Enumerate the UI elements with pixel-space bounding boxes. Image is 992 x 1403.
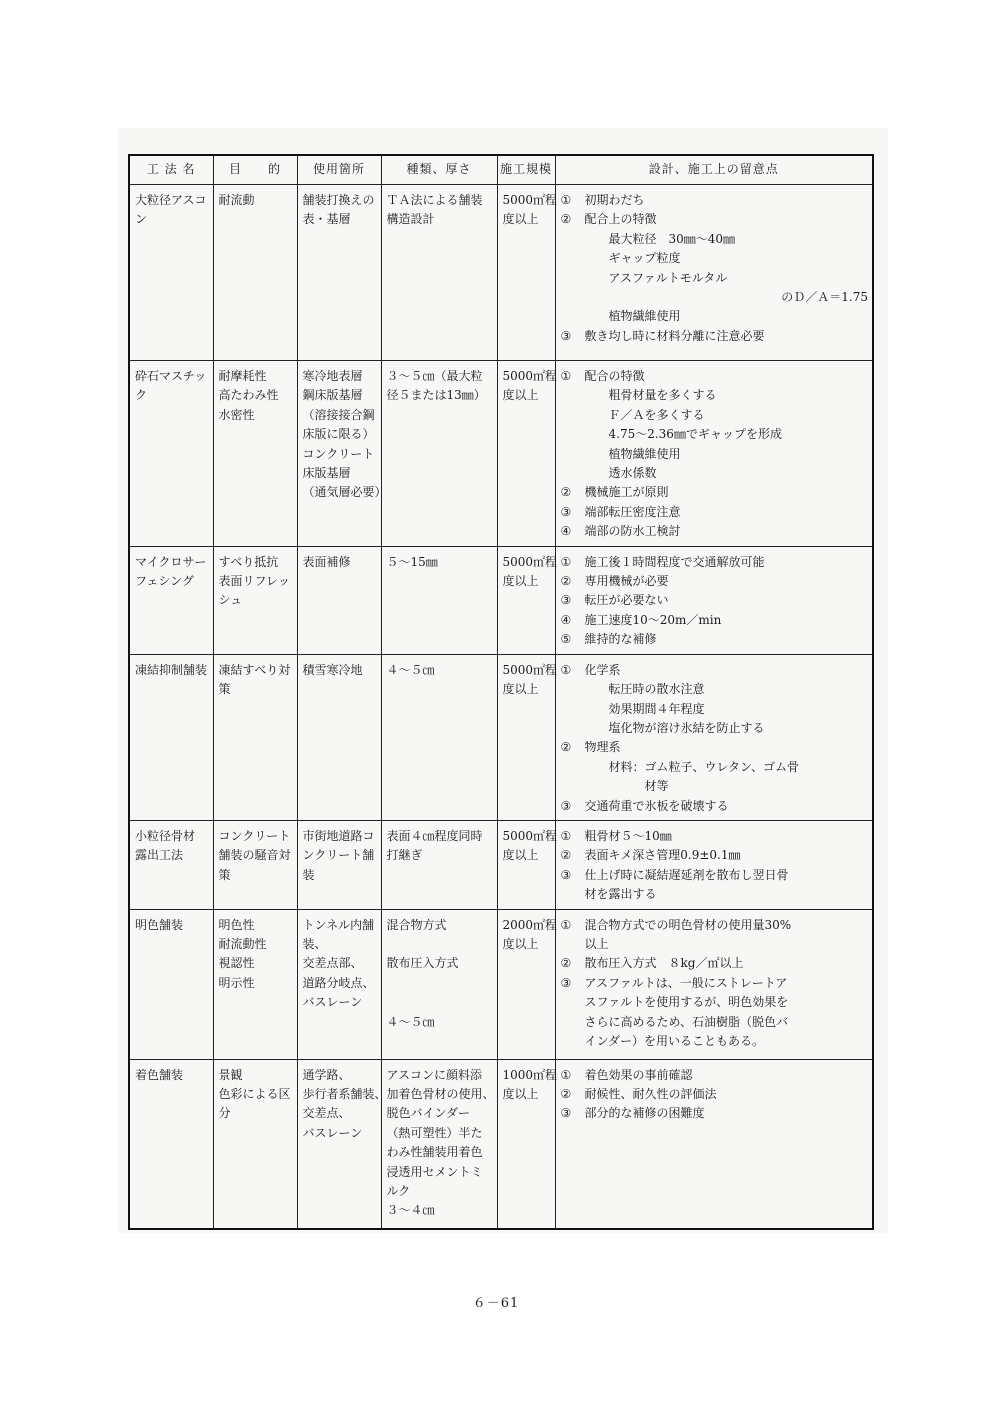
note-line: 着色効果の事前確認: [584, 1067, 693, 1082]
type-thickness-text: ３～４㎝: [386, 1203, 435, 1218]
header-purpose: 目 的: [213, 155, 297, 185]
note-number: ①: [560, 917, 572, 932]
notes-cell: [555, 820, 873, 909]
method-name-text: 凍結抑制舗装: [135, 662, 208, 677]
type-thickness-text: 径５または13㎜）: [386, 388, 486, 403]
note-number: ④: [560, 612, 572, 627]
type-thickness-text: 構造設計: [386, 212, 435, 227]
note-text: [585, 591, 869, 610]
note-line: 物理系: [584, 740, 621, 755]
scale-text: 度以上: [502, 936, 539, 951]
note-line: アスファルトは、一般にストレートア: [584, 975, 788, 990]
note-line: 表面キメ深さ管理0.9±0.1㎜: [584, 848, 741, 863]
note-item: [561, 738, 869, 757]
location-text: 交差点部、: [302, 956, 363, 971]
note-text: [585, 974, 869, 1052]
type-thickness-text: （熱可塑性）半た: [386, 1125, 483, 1140]
type-thickness-text: ルク: [386, 1184, 411, 1198]
note-item: [561, 661, 869, 680]
table-row: [129, 361, 873, 547]
note-number: ②: [560, 485, 572, 500]
type-thickness-cell: [381, 909, 497, 1059]
note-item: [561, 522, 869, 541]
type-thickness-text: 表面４㎝程度同時: [386, 828, 483, 843]
note-text: [585, 1104, 869, 1123]
location-text: 寒冷地表層: [302, 369, 363, 383]
scale-text: 度以上: [502, 212, 539, 227]
location-text: ンクリート舗: [302, 848, 375, 863]
note-line: 敷き均し時に材料分離に注意必要: [584, 328, 765, 343]
scale-text: 1000㎡程: [502, 1067, 558, 1082]
location-text: 積雪寒冷地: [302, 662, 363, 677]
note-line: 散布圧入方式 ８kg／㎡以上: [584, 956, 744, 971]
notes-cell: [555, 909, 873, 1059]
note-item: [561, 797, 869, 816]
method-name-text: 露出工法: [135, 848, 184, 863]
note-subline: 粗骨材量を多くする: [608, 388, 717, 403]
purpose-text: 色彩による区: [218, 1086, 291, 1101]
note-text: [585, 210, 869, 229]
note-text: [585, 846, 869, 865]
location-cell: [297, 909, 381, 1059]
location-text: 鋼床版基層: [302, 388, 363, 403]
note-line: 配合の特徴: [584, 369, 645, 383]
purpose-text: 表面リフレッ: [218, 574, 290, 589]
note-text: [585, 191, 869, 210]
note-line: 混合物方式での明色骨材の使用量30%: [584, 917, 792, 932]
type-thickness-text: ３～５㎝（最大粒: [386, 369, 483, 383]
notes-cell: [555, 546, 873, 654]
note-text: [585, 630, 869, 649]
note-subline: 4.75～2.36㎜でギャップを形成: [608, 427, 782, 442]
purpose-text: すべり抵抗: [218, 554, 279, 569]
note-subline: 転圧時の散水注意: [608, 682, 705, 697]
type-thickness-text: わみ性舗装用着色: [386, 1145, 483, 1160]
purpose-cell: [213, 361, 297, 547]
type-thickness-text: ４～５㎝: [386, 1014, 435, 1029]
scale-cell: [497, 820, 558, 909]
note-text: [585, 503, 869, 522]
scale-text: 5000㎡程: [502, 828, 558, 843]
scale-text: 5000㎡程: [502, 554, 558, 569]
purpose-text: シュ: [218, 593, 243, 608]
header-notes: 設計、施工上の留意点: [555, 155, 873, 185]
note-text: [585, 572, 869, 591]
note-number: ②: [560, 574, 572, 589]
notes-cell: [555, 361, 873, 547]
note-line: 施工速度10～20m／min: [584, 612, 722, 627]
note-number: ①: [560, 369, 572, 383]
purpose-text: 分: [218, 1106, 231, 1121]
location-text: （溶接接合鋼: [302, 407, 375, 422]
note-text: [585, 522, 869, 541]
note-line: スファルトを使用するが、明色効果を: [584, 995, 789, 1010]
scale-text: 度以上: [502, 682, 539, 697]
method-name-text: 着色舗装: [135, 1067, 184, 1082]
scale-text: 2000㎡程: [502, 917, 558, 932]
note-text: [585, 367, 869, 386]
method-name-text: 大粒径アスコ: [135, 193, 207, 207]
note-number: ④: [560, 524, 572, 539]
purpose-text: 凍結すべり対: [218, 662, 291, 677]
location-text: 床版基層: [302, 466, 351, 481]
purpose-text: 高たわみ性: [218, 388, 279, 403]
method-name-text: 砕石マスチッ: [135, 369, 207, 383]
type-thickness-text: 散布圧入方式: [386, 956, 459, 971]
type-thickness-text: 加着色骨材の使用、: [386, 1086, 495, 1101]
note-item: [561, 210, 869, 229]
scale-cell: [497, 185, 558, 361]
note-text: [585, 1085, 869, 1104]
location-text: 表面補修: [302, 554, 351, 569]
scale-text: 度以上: [502, 848, 539, 863]
note-line: 耐候性、耐久性の評価法: [584, 1086, 717, 1101]
table-row: [129, 546, 873, 654]
scale-cell: [497, 546, 558, 654]
purpose-cell: [213, 546, 297, 654]
method-name-cell: [129, 361, 213, 547]
method-name-cell: [129, 185, 213, 361]
purpose-text: 明示性: [218, 975, 255, 990]
type-thickness-text: 混合物方式: [386, 917, 447, 932]
note-item: [561, 553, 869, 572]
note-number: ②: [560, 212, 572, 227]
note-text: [585, 797, 869, 816]
purpose-cell: [213, 1059, 297, 1229]
type-thickness-text: ４～５㎝: [386, 662, 435, 677]
method-name-text: 明色舗装: [135, 917, 184, 932]
header-method-name: 工 法 名: [129, 155, 213, 185]
note-item: [561, 591, 869, 610]
note-line: 材を露出する: [584, 887, 657, 902]
scale-text: 度以上: [502, 574, 539, 589]
header-location: 使用箇所: [297, 155, 381, 185]
construction-methods-table: [128, 154, 874, 1230]
method-name-text: ク: [135, 388, 148, 403]
table-row: [129, 820, 873, 909]
note-number: ⑤: [560, 632, 572, 647]
type-thickness-text: アスコンに顔料添: [386, 1067, 483, 1082]
note-item: [561, 483, 869, 502]
note-number: ③: [560, 328, 572, 343]
scale-cell: [497, 361, 558, 547]
location-text: 道路分岐点、: [302, 975, 375, 990]
method-name-cell: [129, 909, 213, 1059]
note-text: [585, 611, 869, 630]
note-item: [561, 916, 869, 955]
location-text: （通気層必要）: [302, 485, 387, 500]
note-item: [561, 827, 869, 846]
type-thickness-cell: [381, 654, 497, 820]
type-thickness-text: 浸透用セメントミ: [386, 1164, 483, 1179]
purpose-cell: [213, 654, 297, 820]
scale-cell: [497, 909, 558, 1059]
note-number: ③: [560, 593, 572, 608]
purpose-text: 耐流動性: [218, 936, 267, 951]
note-line: 施工後１時間程度で交通解放可能: [584, 554, 765, 569]
type-thickness-cell: [381, 1059, 497, 1229]
note-number: ③: [560, 975, 572, 990]
type-thickness-text: ５～15㎜: [386, 554, 438, 569]
scale-text: 度以上: [502, 388, 539, 403]
location-cell: [297, 546, 381, 654]
note-number: ③: [560, 867, 572, 882]
note-item: [561, 1104, 869, 1123]
note-line: 以上: [584, 936, 609, 951]
note-item: [561, 327, 869, 346]
type-thickness-text: ＴＡ法による舗装: [386, 193, 483, 207]
note-item: [561, 191, 869, 210]
location-cell: [297, 185, 381, 361]
note-line: インダー）を用いることもある。: [584, 1034, 765, 1048]
purpose-text: コンクリート: [218, 828, 291, 843]
note-line: さらに高めるため、石油樹脂（脱色バ: [584, 1014, 789, 1029]
note-text: [585, 954, 869, 973]
table-row: [129, 909, 873, 1059]
type-thickness-text: 打継ぎ: [386, 848, 423, 863]
method-name-text: マイクロサー: [135, 554, 207, 569]
location-text: 市街地道路コ: [302, 828, 375, 843]
note-text: [585, 738, 869, 757]
location-text: コンクリート: [302, 446, 375, 461]
note-number: ①: [560, 662, 572, 677]
spacer: [387, 935, 493, 954]
purpose-text: 舗装の騒音対: [218, 848, 291, 863]
location-text: バスレーン: [302, 995, 363, 1010]
note-item: [561, 1085, 869, 1104]
location-text: 舗装打換えの: [302, 193, 375, 207]
note-line: 初期わだち: [584, 193, 645, 207]
note-text: [585, 553, 869, 572]
note-subline: 塩化物が溶け氷結を防止する: [608, 720, 765, 735]
purpose-text: 策: [218, 867, 231, 882]
notes-cell: [555, 1059, 873, 1229]
note-number: ③: [560, 798, 572, 813]
note-number: ②: [560, 740, 572, 755]
scale-text: 5000㎡程: [502, 369, 558, 383]
note-text: [585, 866, 869, 905]
note-line: 端部の防水工検討: [584, 524, 681, 539]
purpose-cell: [213, 185, 297, 361]
location-cell: [297, 361, 387, 547]
location-text: 床版に限る）: [302, 427, 375, 442]
method-name-cell: [129, 1059, 213, 1229]
note-subline: 透水係数: [608, 466, 657, 481]
note-subline: Ｆ／Ａを多くする: [608, 407, 705, 422]
table-header-row: [129, 155, 873, 185]
note-line: 化学系: [584, 662, 621, 677]
note-number: ①: [560, 828, 572, 843]
table-row: [129, 185, 873, 361]
type-thickness-cell: [381, 361, 497, 547]
scale-cell: [497, 1059, 558, 1229]
purpose-text: 耐摩耗性: [218, 369, 267, 383]
note-line: 配合上の特徴: [584, 212, 657, 227]
purpose-text: 策: [218, 682, 231, 697]
type-thickness-cell: [381, 820, 497, 909]
purpose-text: 明色性: [218, 917, 255, 932]
note-text: [585, 483, 869, 502]
location-text: 通学路、: [302, 1067, 351, 1082]
note-item: [561, 503, 869, 522]
method-name-text: フェシング: [135, 574, 194, 589]
spacer: [387, 993, 493, 1012]
note-subline: 植物繊維使用: [608, 309, 681, 324]
note-subline: 最大粒径 30㎜～40㎜: [608, 231, 736, 246]
note-text: [585, 916, 869, 955]
note-number: ③: [560, 1106, 572, 1121]
note-item: [561, 866, 869, 905]
note-subline: 植物繊維使用: [608, 446, 681, 461]
note-line: 維持的な補修: [584, 632, 657, 647]
method-name-cell: [129, 546, 213, 654]
note-item: [561, 974, 869, 1052]
header-scale: 施工規模: [497, 155, 555, 185]
note-item: [561, 1066, 869, 1085]
note-item: [561, 611, 869, 630]
note-text: [585, 661, 869, 680]
table-row: [129, 1059, 873, 1229]
note-subline: ギャップ粒度: [608, 251, 681, 266]
type-thickness-cell: [381, 185, 497, 361]
method-name-cell: [129, 820, 213, 909]
note-line: 転圧が必要ない: [584, 593, 669, 608]
note-item: [561, 367, 869, 386]
note-number: ②: [560, 1086, 572, 1101]
note-number: ①: [560, 193, 572, 207]
location-text: トンネル内舗: [302, 917, 375, 932]
location-text: 装、: [302, 936, 327, 951]
location-cell: [297, 1059, 387, 1229]
location-text: 装: [302, 867, 315, 882]
note-number: ②: [560, 848, 572, 863]
note-line: 粗骨材５～10㎜: [584, 828, 672, 843]
notes-cell: [555, 185, 873, 361]
method-name-text: ン: [135, 212, 148, 227]
location-text: 表・基層: [302, 212, 351, 227]
note-line: 部分的な補修の困難度: [584, 1106, 705, 1121]
method-name-cell: [129, 654, 213, 820]
note-number: ①: [560, 1067, 572, 1082]
note-text: [585, 327, 869, 346]
location-cell: [297, 820, 381, 909]
note-subline-right: のＤ／Ａ＝1.75: [781, 290, 868, 305]
note-line: 交通荷重で氷板を破壊する: [584, 798, 729, 813]
location-text: バスレーン: [302, 1125, 363, 1140]
note-line: 仕上げ時に凝結遅延剤を散布し翌日骨: [584, 867, 789, 882]
note-number: ②: [560, 956, 572, 971]
scale-text: 5000㎡程: [502, 662, 558, 677]
note-subline: アスファルトモルタル: [608, 270, 728, 285]
scale-text: 5000㎡程: [502, 193, 558, 207]
note-line: 専用機械が必要: [584, 574, 669, 589]
type-thickness-cell: [381, 546, 497, 654]
purpose-text: 景観: [218, 1067, 243, 1082]
location-cell: [297, 654, 381, 820]
note-text: [585, 827, 869, 846]
note-subline: 効果期間４年程度: [608, 701, 705, 716]
note-number: ③: [560, 504, 572, 519]
purpose-text: 視認性: [218, 956, 255, 971]
type-thickness-text: 脱色バインダー: [386, 1106, 471, 1121]
spacer: [387, 974, 493, 993]
scale-cell: [497, 654, 558, 820]
note-item: [561, 846, 869, 865]
purpose-cell: [213, 909, 297, 1059]
note-line: 機械施工が原則: [584, 485, 669, 500]
page-number: ６－61: [472, 1296, 520, 1311]
location-text: 交差点、: [302, 1106, 351, 1121]
note-number: ①: [560, 554, 572, 569]
notes-cell: [555, 654, 873, 820]
header-type-thickness: 種類、厚さ: [381, 155, 497, 185]
note-item: [561, 954, 869, 973]
scale-text: 度以上: [502, 1086, 539, 1101]
method-name-text: 小粒径骨材: [135, 828, 196, 843]
note-subline: 材料：ゴム粒子、ウレタン、ゴム骨: [608, 759, 800, 774]
note-item: [561, 572, 869, 591]
purpose-cell: [213, 820, 297, 909]
purpose-text: 耐流動: [218, 193, 255, 207]
table-row: [129, 654, 873, 820]
note-line: 端部転圧密度注意: [584, 504, 681, 519]
note-subline: 材等: [608, 779, 669, 794]
location-text: 歩行者系舗装、: [302, 1086, 387, 1101]
note-item: [561, 630, 869, 649]
purpose-text: 水密性: [218, 407, 255, 422]
note-text: [585, 1066, 869, 1085]
